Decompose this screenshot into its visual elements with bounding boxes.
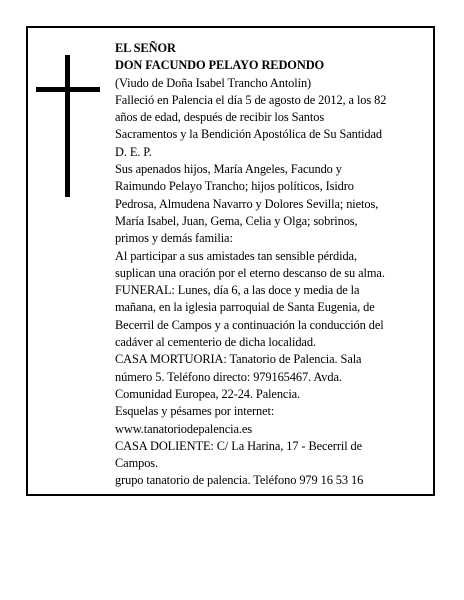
widower-note: (Viudo de Doña Isabel Trancho Antolín) [115,75,312,90]
rip-line: D. E. P. [115,144,152,159]
group-phone-line: grupo tanatorio de palencia. Teléfono 979 16 53 16 [115,473,364,488]
mortuary-line-2: número 5. Teléfono directo: 979165467. Avda. [115,369,342,384]
funeral-line-3: Becerril de Campos y a continuación la conducción del [115,317,384,332]
obituary-text [115,40,425,490]
funeral-line-4: cadáver al cementerio de dicha localidad. [115,335,316,350]
family-line-4: María Isabel, Juan, Gema, Celia y Olga; sobrinos, [115,213,358,228]
cross-icon [36,55,100,197]
death-line-3: Sacramentos y la Bendición Apostólica de Su Santidad [115,127,383,142]
death-line-1: Falleció en Palencia el día 5 de agosto de 2012, a los 82 [115,92,387,107]
request-line-1: Al participar a sus amistades tan sensible pérdida, [115,248,357,263]
family-line-3: Pedrosa, Almudena Navarro y Dolores Sevilla; nietos, [115,196,379,211]
home-line-2: Campos. [115,456,159,471]
funeral-line-1: FUNERAL: Lunes, día 6, a las doce y media de la [115,283,360,298]
cross-vertical-bar [65,55,70,197]
cross-horizontal-bar [36,87,100,92]
family-line-1: Sus apenados hijos, María Angeles, Facundo y [115,162,342,177]
mortuary-line-1: CASA MORTUORIA: Tanatorio de Palencia. Sala [115,352,362,367]
title-line: EL SEÑOR [115,41,176,55]
deceased-name: DON FACUNDO PELAYO REDONDO [115,58,325,73]
family-line-5: primos y demás familia: [115,231,233,246]
internet-line: Esquelas y pésames por internet: [115,404,275,419]
website-link[interactable]: www.tanatoriodepalencia.es [115,421,252,436]
request-line-2: suplican una oración por el eterno descanso de su alma. [115,265,385,280]
mortuary-line-3: Comunidad Europea, 22-24. Palencia. [115,386,301,401]
family-line-2: Raimundo Pelayo Trancho; hijos políticos, Isidro [115,179,354,194]
death-line-2: años de edad, después de recibir los Santos [115,110,325,125]
home-line-1: CASA DOLIENTE: C/ La Harina, 17 - Becerril de [115,438,363,453]
funeral-line-2: mañana, en la iglesia parroquial de Santa Eugenia, de [115,300,375,315]
